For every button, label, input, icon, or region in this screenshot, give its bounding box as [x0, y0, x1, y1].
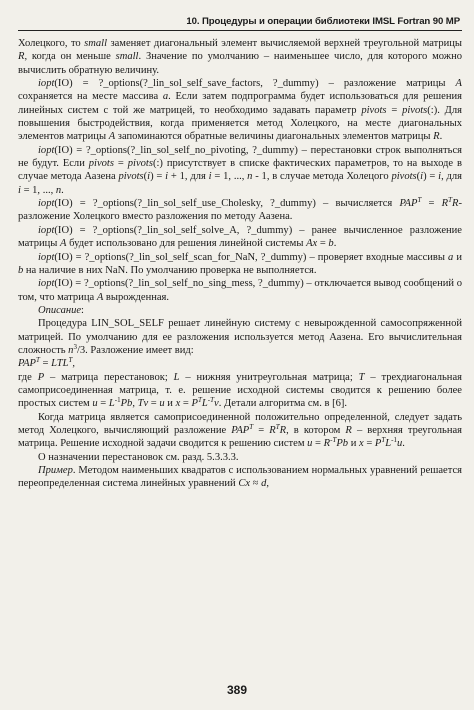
- paragraph: iopt(IO) = ?_options(?_lin_sol_self_solve_A, ?_dummy) – ранее вычисленное разложение матрицы A будет использовано для решения линейной системы Ax = b.: [18, 224, 462, 250]
- formula: $PAP^T = LTL^T$,: [18, 356, 76, 370]
- document-body: [18, 37, 462, 491]
- paragraph: iopt(IO) = ?_options(?_lin_sol_self_scan_for_NaN, ?_dummy) – проверяет входные массивы a и b на наличие в них NaN. По умолчанию проверка не выполняется.: [18, 251, 463, 276]
- paragraph: iopt(IO) = ?_options(?_lin_sol_self_no_pivoting, ?_dummy) – перестановки строк выполняться не будут. Если pivots = pivots(:) присутствует в списке фактических параметров, то на выходе в случае метода Аазена pivots(i) = i + 1, для i = 1, ..., n - 1, в случае метода Холецого pivots(i) = i, для i = 1, ..., n.: [18, 144, 463, 196]
- paragraph: Описание:: [38, 304, 84, 316]
- paragraph: Холецкого, то small заменяет диагональный элемент вычисляемой верхней треугольной матрицы R, когда он меньше small. Значение по умолчанию – наименьшее число, для которого можно вычислить обратную величину.: [18, 38, 462, 76]
- paragraph: iopt(IO) = ?_options(?_lin_sol_self_use_Cholesky, ?_dummy) – вычисляется $PAP^T$ = $R^TR$-разложение Холецкого вместо разложения по методу Аазена.: [18, 196, 462, 223]
- running-header: [18, 0, 462, 31]
- running-title: 10. Процедуры и операции библиотеки IMSL Fortran 90 MP: [186, 16, 460, 27]
- paragraph: где P – матрица перестановок; L – нижняя унитреугольная матрица; T – трехдиагональная самоприсоединенная матрица, т. е. решение исходной системы сводится к решению более простых систем $u = L^{-1}Pb$, Tv = u и $x = P^TL^{-T}v$. Детали алгоритма см. в [6].: [18, 371, 462, 410]
- paragraph: Процедура LIN_SOL_SELF решает линейную систему с невырожденной самосопряженной матрицей. По умолчанию для ее разложения используется метод Аазена. Его вычислительная сложность $n^3/3$. Разложение имеет вид:: [18, 318, 462, 356]
- paragraph: Когда матрица является самоприсоединенной положительно определенной, следует задать метод Холецкого, вычисляющий разложение $PAP^T = R^TR$, в котором R – верхняя треугольная матрица. Решение исходной задачи сводится к решению систем $u = R^{-T}Pb$ и $x = P^TL^{-1}u$.: [18, 411, 463, 450]
- page-number: 389: [226, 683, 248, 697]
- paragraph: iopt(IO) = ?_options(?_lin_sol_self_no_sing_mess, ?_dummy) – отключается вывод сообщений о том, что матрица A вырожденная.: [18, 278, 462, 303]
- paragraph: Пример. Методом наименьших квадратов с использованием нормальных уравнений решается переопределенная система линейных уравнений Cx ≈ d,: [18, 465, 462, 490]
- paragraph: iopt(IO) = ?_options(?_lin_sol_self_save_factors, ?_dummy) – разложение матрицы A сохраняется на месте массива a. Если затем подпрограмма будет использоваться для решения линейных систем с той же матрицей, то необходимо задавать параметр pivots = pivots(:). Для повышения быстродействия, когда применяется метод Холецкого, на месте диагональных элементов матрицы A запоминаются обратные величины диагональных элементов матрицы R.: [18, 78, 462, 143]
- paragraph: О назначении перестановок см. разд. 5.3.3.3.: [38, 451, 239, 463]
